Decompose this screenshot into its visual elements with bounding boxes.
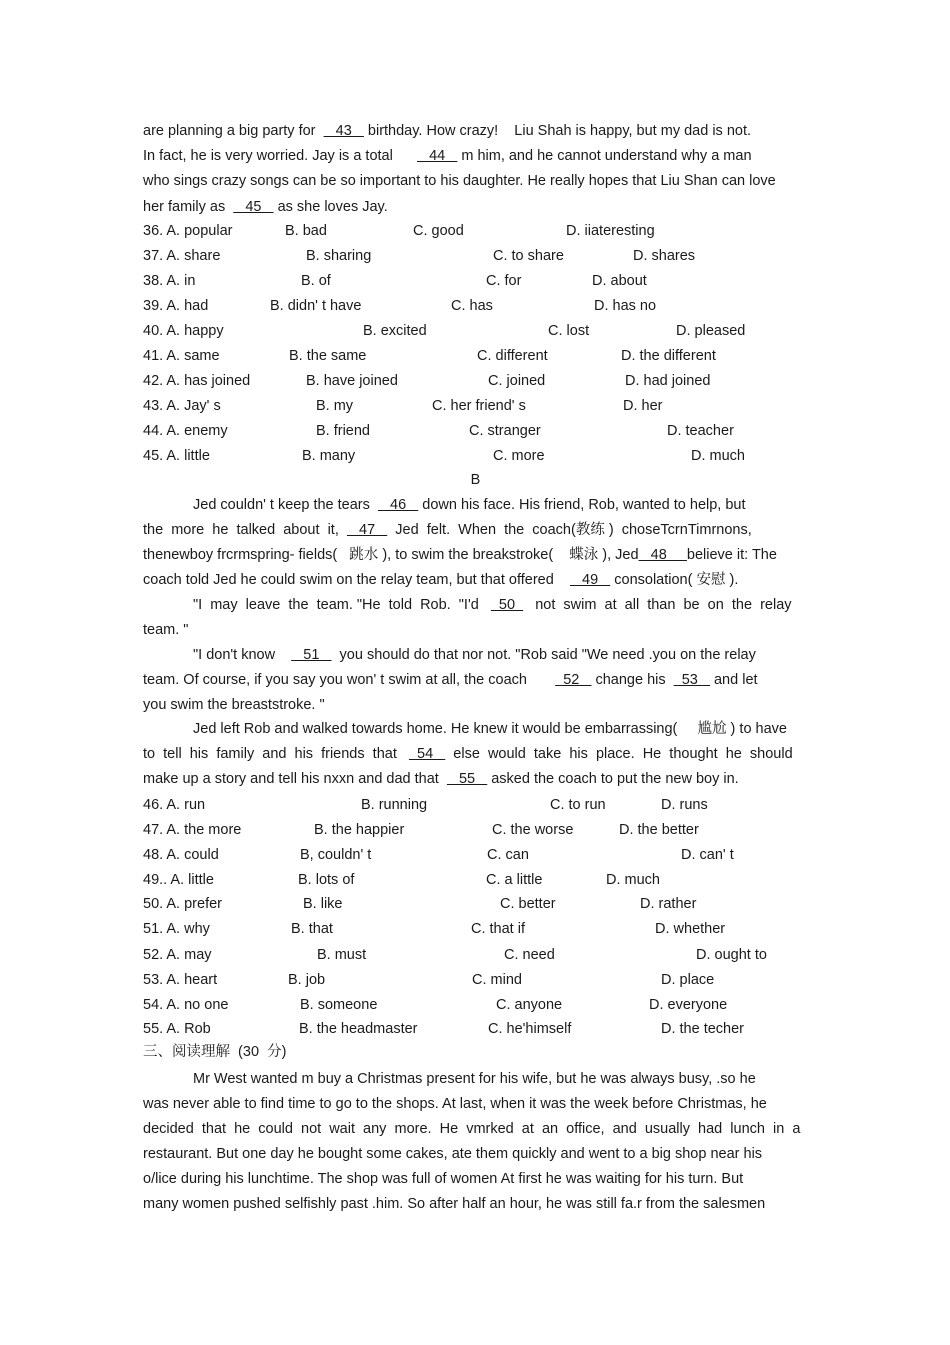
question-row: 39. A. had B. didn' t have C. has D. has no xyxy=(143,298,657,314)
passage-b-line-8: team. Of course, if you say you won' t swim at all, the coach 52 change his 53 and let xyxy=(143,672,758,688)
passage-a-line-4: her family as 45 as she loves Jay. xyxy=(143,199,388,215)
blank-51: 51 xyxy=(291,647,332,663)
passage-c-line-1: Mr West wanted m buy a Christmas present for his wife, but he was always busy, .so he xyxy=(193,1071,756,1087)
blank-53: 53 xyxy=(673,672,710,688)
blank-47: 47 xyxy=(346,522,388,538)
passage-c-line-4: restaurant. But one day he bought some cakes, ate them quickly and went to a big shop near his xyxy=(143,1146,763,1162)
blank-49: 49 xyxy=(569,572,611,588)
blank-55: 55 xyxy=(446,771,488,787)
blank-46: 46 xyxy=(377,497,419,513)
question-row: 53. A. heart B. job C. mind D. place xyxy=(143,972,715,988)
passage-b-line-3: thenewboy frcrmspring- fields( 跳水 ), to swim the breakstroke( 蝶泳 ), Jed 48 believe it: The xyxy=(143,547,777,563)
question-row: 42. A. has joined B. have joined C. joined D. had joined xyxy=(143,373,711,389)
passage-c-line-2: was never able to find time to go to the shops. At last, when it was the week before Christmas, he xyxy=(143,1096,767,1112)
passage-b-line-5: "I may leave the team. "He told Rob. "I'd 50 not swim at all than be on the relay xyxy=(193,597,792,613)
blank-52: 52 xyxy=(555,672,592,688)
question-row: 48. A. could B, couldn' t C. can D. can' t xyxy=(143,847,734,863)
question-row: 51. A. why B. that C. that if D. whether xyxy=(143,921,726,937)
question-row: 45. A. little B. many C. more D. much xyxy=(143,448,745,464)
passage-c-line-3: decided that he could not wait any more. He vmrked at an office, and usually had lunch in a xyxy=(143,1121,801,1137)
question-row: 43. A. Jay' s B. my C. her friend' s D. her xyxy=(143,398,663,414)
question-row: 55. A. Rob B. the headmaster C. he'himself D. the techer xyxy=(143,1021,745,1037)
section-3-heading: 三、阅读理解 (30 分) xyxy=(143,1044,287,1060)
question-row: 41. A. same B. the same C. different D. the different xyxy=(143,348,716,364)
blank-48: 48 xyxy=(638,547,687,563)
passage-a-line-3: who sings crazy songs can be so important to his daughter. He really hopes that Liu Shan can love xyxy=(143,173,776,189)
question-row: 36. A. popular B. bad C. good D. iiateresting xyxy=(143,223,655,239)
question-row: 37. A. share B. sharing C. to share D. shares xyxy=(143,248,696,264)
passage-b-line-11: to tell his family and his friends that 54 else would take his place. He thought he should xyxy=(143,746,793,762)
question-row: 52. A. may B. must C. need D. ought to xyxy=(143,947,767,963)
passage-b-line-10: Jed left Rob and walked towards home. He knew it would be embarrassing( 尴尬 ) to have xyxy=(193,721,787,737)
passage-c-line-6: many women pushed selfishly past .him. So after half an hour, he was still fa.r from the salesmen xyxy=(143,1196,766,1212)
passage-a-line-1: are planning a big party for 43 birthday. How crazy! Liu Shah is happy, but my dad is not. xyxy=(143,123,751,139)
question-row: 49.. A. little B. lots of C. a little D. much xyxy=(143,872,660,888)
passage-b-line-6: team. " xyxy=(143,622,189,638)
passage-c-line-5: o/lice during his lunchtime. The shop was full of women At first he was waiting for his turn. But xyxy=(143,1171,744,1187)
passage-b-line-2: the more he talked about it, 47 Jed felt. When the coach(教练 ) choseTcrnTimrnons, xyxy=(143,522,752,538)
blank-43: 43 xyxy=(323,123,364,139)
question-row: 47. A. the more B. the happier C. the worse D. the better xyxy=(143,822,699,838)
passage-b-line-4: coach told Jed he could swim on the relay team, but that offered 49 consolation( 安慰 ). xyxy=(143,572,739,588)
section-b-label: B xyxy=(470,472,481,488)
question-row: 54. A. no one B. someone C. anyone D. everyone xyxy=(143,997,728,1013)
question-row: 50. A. prefer B. like C. better D. rather xyxy=(143,896,697,912)
blank-50: 50 xyxy=(490,597,524,613)
passage-b-line-1: Jed couldn' t keep the tears 46 down his face. His friend, Rob, wanted to help, but xyxy=(193,497,746,513)
question-row: 44. A. enemy B. friend C. stranger D. teacher xyxy=(143,423,734,439)
passage-b-line-12: make up a story and tell his nxxn and dad that 55 asked the coach to put the new boy in. xyxy=(143,771,739,787)
blank-44: 44 xyxy=(417,148,458,164)
question-row: 40. A. happy B. excited C. lost D. pleased xyxy=(143,323,746,339)
passage-b-line-9: you swim the breaststroke. " xyxy=(143,697,325,713)
blank-54: 54 xyxy=(408,746,446,762)
passage-a-line-2: In fact, he is very worried. Jay is a total 44 m him, and he cannot understand why a man xyxy=(143,148,752,164)
question-row: 38. A. in B. of C. for D. about xyxy=(143,273,647,289)
blank-45: 45 xyxy=(233,199,274,215)
question-row: 46. A. run B. running C. to run D. runs xyxy=(143,797,708,813)
passage-b-line-7: "I don't know 51 you should do that nor not. "Rob said "We need .you on the relay xyxy=(193,647,756,663)
